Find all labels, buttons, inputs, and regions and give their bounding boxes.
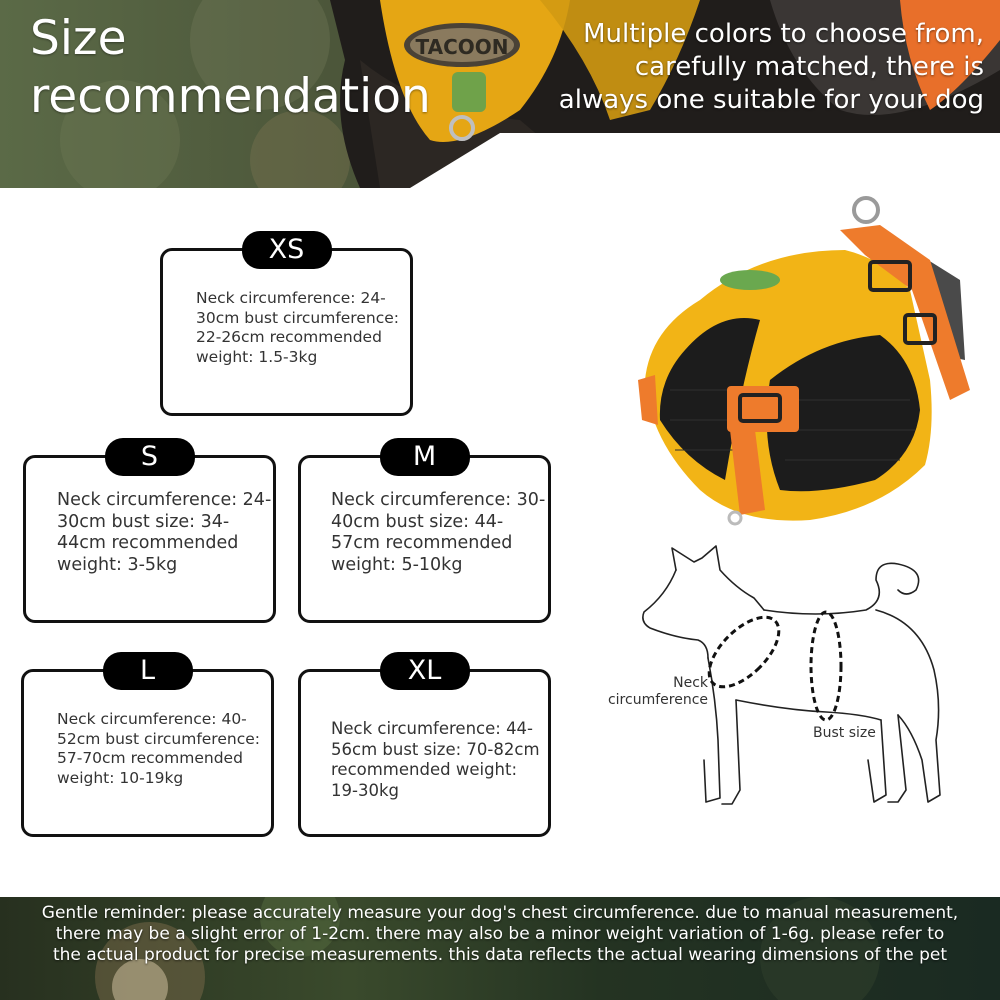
size-badge-l: L [103,652,193,690]
size-badge-xs: XS [242,231,332,269]
size-card-xs [160,234,413,416]
neck-measure-ring [697,605,790,698]
bust-measure-ring [811,612,841,720]
size-card-xl [298,655,551,837]
size-badge-s: S [105,438,195,476]
size-card-s [23,441,276,623]
size-details-s: Neck circumference: 24-30cm bust size: 34-44cm recommended weight: 3-5kg [57,490,272,575]
harness-product-image [630,190,980,530]
size-details-l: Neck circumference: 40-52cm bust circumference: 57-70cm recommended weight: 10-19kg [57,710,260,787]
neck-circumference-label: Neck circumference [607,675,708,708]
bust-size-label: Bust size [813,725,876,741]
header-banner [0,0,1000,188]
collar-brand-text: TACOON [415,35,509,59]
size-details-m: Neck circumference: 30-40cm bust size: 44-57cm recommended weight: 5-10kg [331,490,546,575]
tagline: Multiple colors to choose from, carefully matched, there is always one suitable for your dog [558,19,984,115]
page-title: Size recommendation [30,11,431,124]
size-details-xs: Neck circumference: 24-30cm bust circumference: 22-26cm recommended weight: 1.5-3kg [196,289,399,366]
size-card-m [298,441,551,623]
size-badge-xl: XL [380,652,470,690]
gentle-reminder-text: Gentle reminder: please accurately measure your dog's chest circumference. due to manual measurement, there may be a slight error of 1-2cm. there may also be a minor weight variation of 1-6g. please refer to the actual product for precise measurements. this data reflects the actual wearing dimensions of the pet [41,903,959,965]
harness-logo-icon [720,270,780,290]
size-card-l [21,655,274,837]
d-ring-icon [854,198,878,222]
size-badge-m: M [380,438,470,476]
footer-banner [0,897,1000,1000]
size-details-xl: Neck circumference: 44-56cm bust size: 70-82cm recommended weight: 19-30kg [331,719,540,800]
